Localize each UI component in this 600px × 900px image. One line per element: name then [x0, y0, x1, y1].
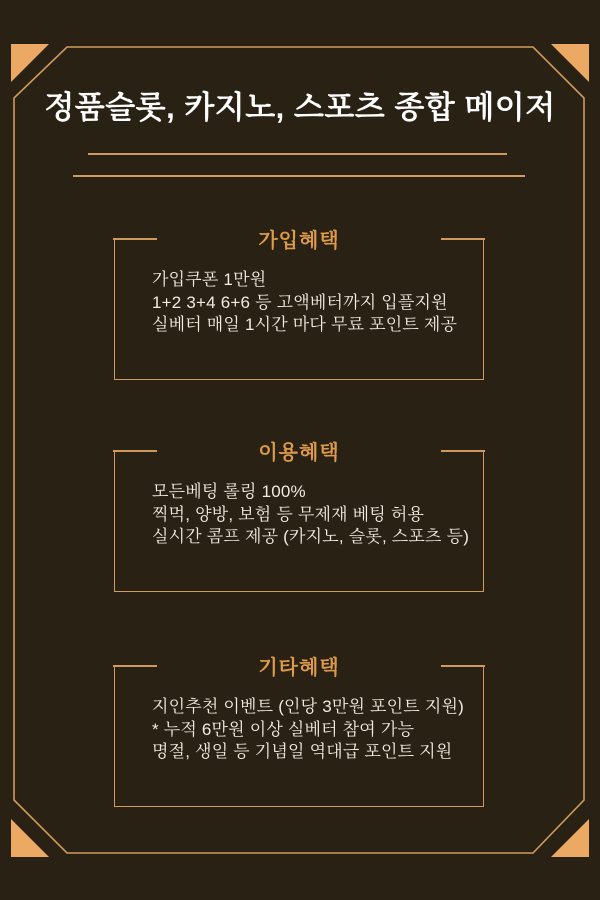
benefit-box-usage: [114, 442, 484, 592]
corner-triangle-top-left: [11, 44, 49, 82]
benefit-line: 가입쿠폰 1만원: [152, 270, 267, 289]
benefit-line: 실베터 매일 1시간 마다 무료 포인트 제공: [152, 315, 458, 335]
benefit-line: 명절, 생일 등 기념일 역대급 포인트 지원: [152, 742, 453, 762]
benefit-line: 1+2 3+4 6+6 등 고액베터까지 입플지원: [152, 292, 448, 312]
corner-triangle-bottom-left: [11, 819, 49, 857]
main-title: 정품슬롯, 카지노, 스포츠 종합 메이저: [44, 90, 556, 125]
benefit-line: 찍먹, 양방, 보험 등 무제재 베팅 허용: [152, 504, 425, 524]
box-top-border-left-segment: [113, 238, 157, 240]
section-body-signup: [115, 240, 483, 337]
section-title-usage: 이용혜택: [258, 442, 340, 465]
box-top-border-left-segment: [113, 665, 157, 667]
section-title-signup: 가입혜택: [258, 230, 340, 253]
section-body-usage: [115, 452, 483, 549]
section-body-etc: [115, 667, 483, 764]
benefit-line: 지인추천 이벤트 (인당 3만원 포인트 지원): [152, 697, 464, 716]
benefit-box-etc: [114, 657, 484, 807]
box-top-border-left-segment: [113, 450, 157, 452]
divider-line-lower: [73, 175, 525, 177]
box-top-border-right-segment: [441, 665, 485, 667]
corner-triangle-bottom-right: [551, 819, 589, 857]
benefit-line: * 누적 6만원 이상 실베터 참여 가능: [152, 719, 415, 739]
box-top-border-right-segment: [441, 238, 485, 240]
benefit-box-signup: [114, 230, 484, 380]
divider-line-upper: [88, 153, 507, 155]
benefit-line: 실시간 콤프 제공 (카지노, 슬롯, 스포츠 등): [152, 527, 470, 547]
benefit-line: 모든베팅 롤링 100%: [152, 482, 306, 501]
box-top-border-right-segment: [441, 450, 485, 452]
corner-triangle-top-right: [551, 44, 589, 82]
section-title-etc: 기타혜택: [258, 657, 340, 680]
